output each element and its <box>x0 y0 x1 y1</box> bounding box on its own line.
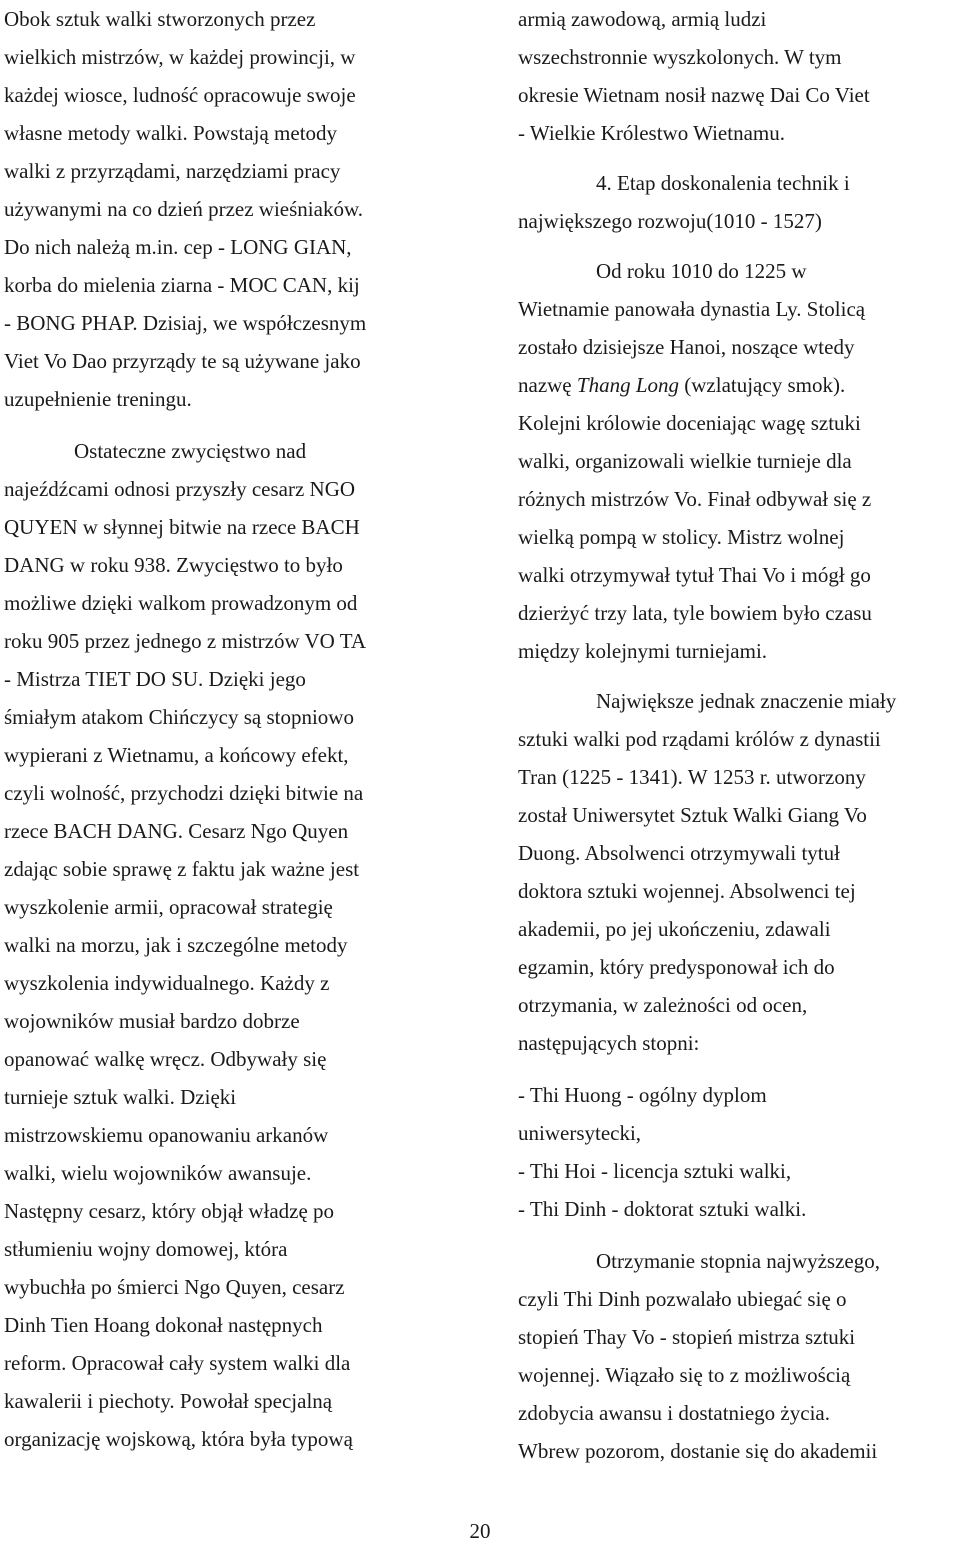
text-line: reform. Opracował cały system walki dla <box>4 1351 351 1375</box>
text-line: walki, wielu wojowników awansuje. <box>4 1161 312 1185</box>
text-line: różnych mistrzów Vo. Finał odbywał się z <box>518 487 872 511</box>
text-line: dzierżyć trzy lata, tyle bowiem było czasu <box>518 601 872 625</box>
text-line <box>518 366 958 404</box>
paragraph-victory <box>4 432 456 1458</box>
text-line: Od roku 1010 do 1225 w <box>596 259 807 283</box>
text-line: stopień Thay Vo - stopień mistrza sztuki <box>518 1325 856 1349</box>
text-line: śmiałym atakom Chińczycy są stopniowo <box>4 705 354 729</box>
text-line: akademii, po jej ukończeniu, zdawali <box>518 917 831 941</box>
text-line: walki z przyrządami, narzędziami pracy <box>4 159 341 183</box>
paragraph-thi-dinh <box>518 1242 958 1470</box>
heading-line: 4. Etap doskonalenia technik i <box>596 171 850 195</box>
text-line: między kolejnymi turniejami. <box>518 639 768 663</box>
text-line: kawalerii i piechoty. Powołał specjalną <box>4 1389 333 1413</box>
text-line: wybuchła po śmierci Ngo Quyen, cesarz <box>4 1275 345 1299</box>
page-number: 20 <box>469 1519 491 1543</box>
text-line: turnieje sztuk walki. Dzięki <box>4 1085 237 1109</box>
text-line: wyszkolenia indywidualnego. Każdy z <box>4 971 330 995</box>
text-line: wszechstronnie wyszkolonych. W tym <box>518 45 842 69</box>
text-line: doktora sztuki wojennej. Absolwenci tej <box>518 879 856 903</box>
text-line: walki, organizowali wielkie turnieje dla <box>518 449 852 473</box>
text-line: zostało dzisiejsze Hanoi, noszące wtedy <box>518 335 855 359</box>
text-line: roku 905 przez jednego z mistrzów VO TA <box>4 629 367 653</box>
text-line: uzupełnienie treningu. <box>4 387 192 411</box>
text-line: możliwe dzięki walkom prowadzonym od <box>4 591 358 615</box>
list-item: - Thi Hoi - licencja sztuki walki, <box>518 1159 792 1183</box>
text-line: armią zawodową, armią ludzi <box>518 7 767 31</box>
paragraph-tran-dynasty <box>518 682 958 1062</box>
text-line: stłumieniu wojny domowej, która <box>4 1237 288 1261</box>
paragraph-tools <box>4 0 456 418</box>
text-line: wielką pompą w stolicy. Mistrz wolnej <box>518 525 845 549</box>
text-fragment: (wzlatujący smok). <box>679 373 846 397</box>
text-line: Następny cesarz, który objął władzę po <box>4 1199 335 1223</box>
text-line: wielkich mistrzów, w każdej prowincji, w <box>4 45 356 69</box>
text-line: Największe jednak znaczenie miały <box>596 689 897 713</box>
capital-name-italic: Thang Long <box>576 373 679 397</box>
text-line: własne metody walki. Powstają metody <box>4 121 338 145</box>
paragraph-dai-co-viet <box>518 0 958 152</box>
text-line: następujących stopni: <box>518 1031 700 1055</box>
section-heading <box>518 164 958 240</box>
text-line: walki otrzymywał tytuł Thai Vo i mógł go <box>518 563 871 587</box>
text-line: wojowników musiał bardzo dobrze <box>4 1009 300 1033</box>
degrees-list <box>518 1076 958 1228</box>
text-line: wypierani z Wietnamu, a końcowy efekt, <box>4 743 349 767</box>
text-line: każdej wiosce, ludność opracowuje swoje <box>4 83 356 107</box>
text-line: DANG w roku 938. Zwycięstwo to było <box>4 553 343 577</box>
text-line: zdobycia awansu i dostatniego życia. <box>518 1401 830 1425</box>
text-line: otrzymania, w zależności od ocen, <box>518 993 808 1017</box>
text-line: Duong. Absolwenci otrzymywali tytuł <box>518 841 840 865</box>
text-line: opanować walkę wręcz. Odbywały się <box>4 1047 327 1071</box>
text-line: Obok sztuk walki stworzonych przez <box>4 7 316 31</box>
text-line: zdając sobie sprawę z faktu jak ważne jest <box>4 857 360 881</box>
text-fragment: nazwę <box>518 373 577 397</box>
paragraph-ly-dynasty <box>518 252 958 670</box>
text-line: Dinh Tien Hoang dokonał następnych <box>4 1313 323 1337</box>
left-column <box>4 0 456 1458</box>
list-item: uniwersytecki, <box>518 1121 642 1145</box>
text-line: używanymi na co dzień przez wieśniaków. <box>4 197 363 221</box>
text-line: Do nich należą m.in. cep - LONG GIAN, <box>4 235 352 259</box>
text-line: został Uniwersytet Sztuk Walki Giang Vo <box>518 803 867 827</box>
text-line: Kolejni królowie doceniając wagę sztuki <box>518 411 861 435</box>
text-line: mistrzowskiemu opanowaniu arkanów <box>4 1123 329 1147</box>
text-line: Viet Vo Dao przyrządy te są używane jako <box>4 349 361 373</box>
text-line: czyli Thi Dinh pozwalało ubiegać się o <box>518 1287 847 1311</box>
right-column <box>518 0 958 1470</box>
text-line: egzamin, który predysponował ich do <box>518 955 835 979</box>
text-line: - Wielkie Królestwo Wietnamu. <box>518 121 785 145</box>
text-line: rzece BACH DANG. Cesarz Ngo Quyen <box>4 819 349 843</box>
text-line: - Mistrza TIET DO SU. Dzięki jego <box>4 667 306 691</box>
text-line: Tran (1225 - 1341). W 1253 r. utworzony <box>518 765 866 789</box>
text-line: wojennej. Wiązało się to z możliwością <box>518 1363 851 1387</box>
text-line: walki na morzu, jak i szczególne metody <box>4 933 348 957</box>
list-item: - Thi Dinh - doktorat sztuki walki. <box>518 1197 807 1221</box>
text-line: najeźdźcami odnosi przyszły cesarz NGO <box>4 477 356 501</box>
text-line: Wietnamie panowała dynastia Ly. Stolicą <box>518 297 866 321</box>
text-line: - BONG PHAP. Dzisiaj, we współczesnym <box>4 311 367 335</box>
text-line: QUYEN w słynnej bitwie na rzece BACH <box>4 515 360 539</box>
list-item: - Thi Huong - ogólny dyplom <box>518 1083 767 1107</box>
text-line: sztuki walki pod rządami królów z dynastii <box>518 727 881 751</box>
text-line: Otrzymanie stopnia najwyższego, <box>596 1249 880 1273</box>
text-line: czyli wolność, przychodzi dzięki bitwie na <box>4 781 364 805</box>
text-line: Ostateczne zwycięstwo nad <box>74 439 307 463</box>
text-line: Wbrew pozorom, dostanie się do akademii <box>518 1439 878 1463</box>
text-line: organizację wojskową, która była typową <box>4 1427 353 1451</box>
text-line: korba do mielenia ziarna - MOC CAN, kij <box>4 273 360 297</box>
text-line: wyszkolenie armii, opracował strategię <box>4 895 333 919</box>
heading-line: największego rozwoju(1010 - 1527) <box>518 209 822 233</box>
text-line: okresie Wietnam nosił nazwę Dai Co Viet <box>518 83 870 107</box>
